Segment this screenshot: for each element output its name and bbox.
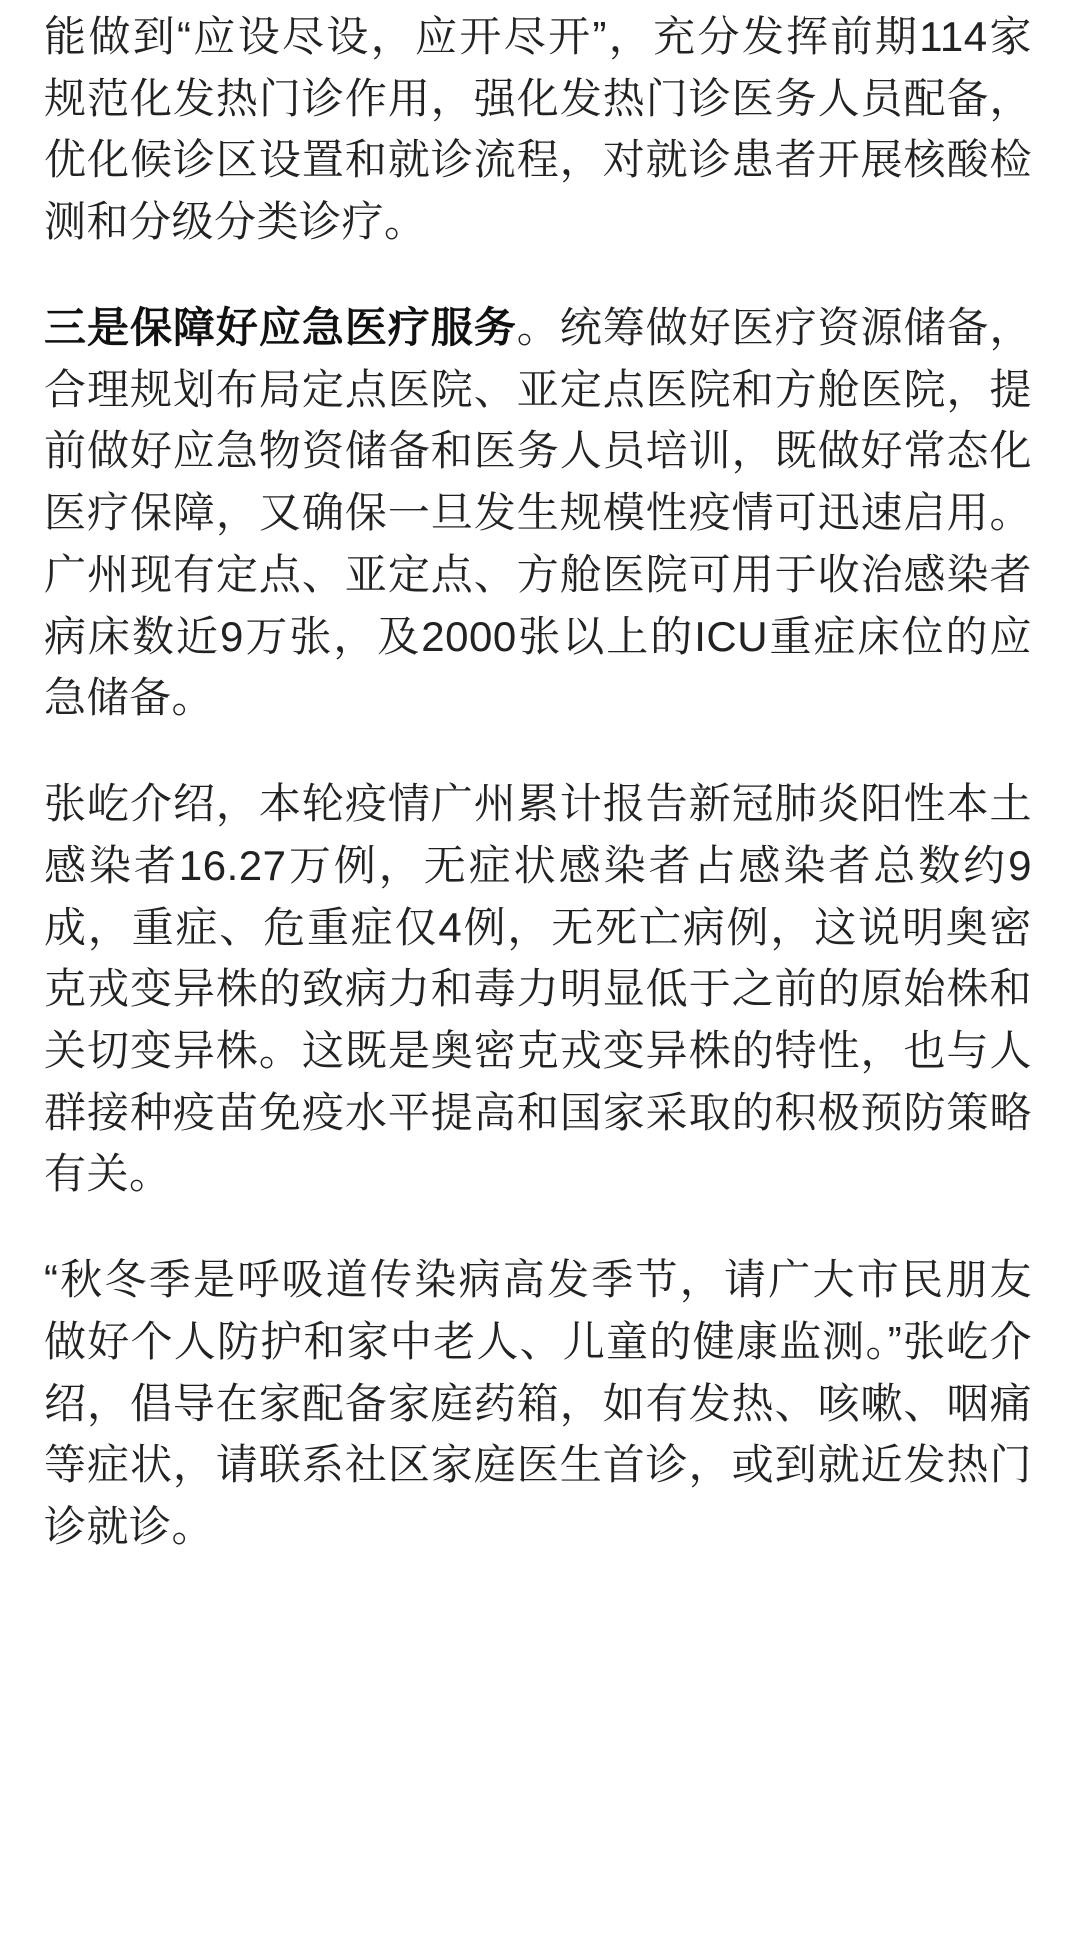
paragraph-2-lead: 三是保障好应急医疗服务 <box>44 303 517 351</box>
paragraph-3-text: 张屹介绍，本轮疫情广州累计报告新冠肺炎阳性本土感染者16.27万例，无症状感染者占感染者总数约9成，重症、危重症仅4例，无死亡病例，这说明奥密克戎变异株的致病力和毒力明显低于之前的原始株和关切变异株。这既是奥密克戎变异株的特性，也与人群接种疫苗免疫水平提高和国家采取的积极预防策略有关。 <box>44 780 1032 1198</box>
paragraph-4-text: “秋冬季是呼吸道传染病高发季节，请广大市民朋友做好个人防护和家中老人、儿童的健康监测。”张屹介绍，倡导在家配备家庭药箱，如有发热、咳嗽、咽痛等症状，请联系社区家庭医生首诊，或到就近发热门诊就诊。 <box>44 1256 1032 1551</box>
paragraph-3 <box>44 773 1032 1205</box>
paragraph-1-text: 能做到“应设尽设，应开尽开”，充分发挥前期114家规范化发热门诊作用，强化发热门诊医务人员配备，优化候诊区设置和就诊流程，对就诊患者开展核酸检测和分级分类诊疗。 <box>44 13 1032 246</box>
paragraph-2 <box>44 297 1032 729</box>
paragraph-1 <box>44 0 1032 253</box>
paragraph-2-text: 。统筹做好医疗资源储备，合理规划布局定点医院、亚定点医院和方舱医院，提前做好应急物资储备和医务人员培训，既做好常态化医疗保障，又确保一旦发生规模性疫情可迅速启用。广州现有定点、亚定点、方舱医院可用于收治感染者病床数近9万张，及2000张以上的ICU重症床位的应急储备。 <box>44 303 1032 722</box>
paragraph-4 <box>44 1249 1032 1558</box>
bottom-spacer <box>44 1602 1032 1630</box>
